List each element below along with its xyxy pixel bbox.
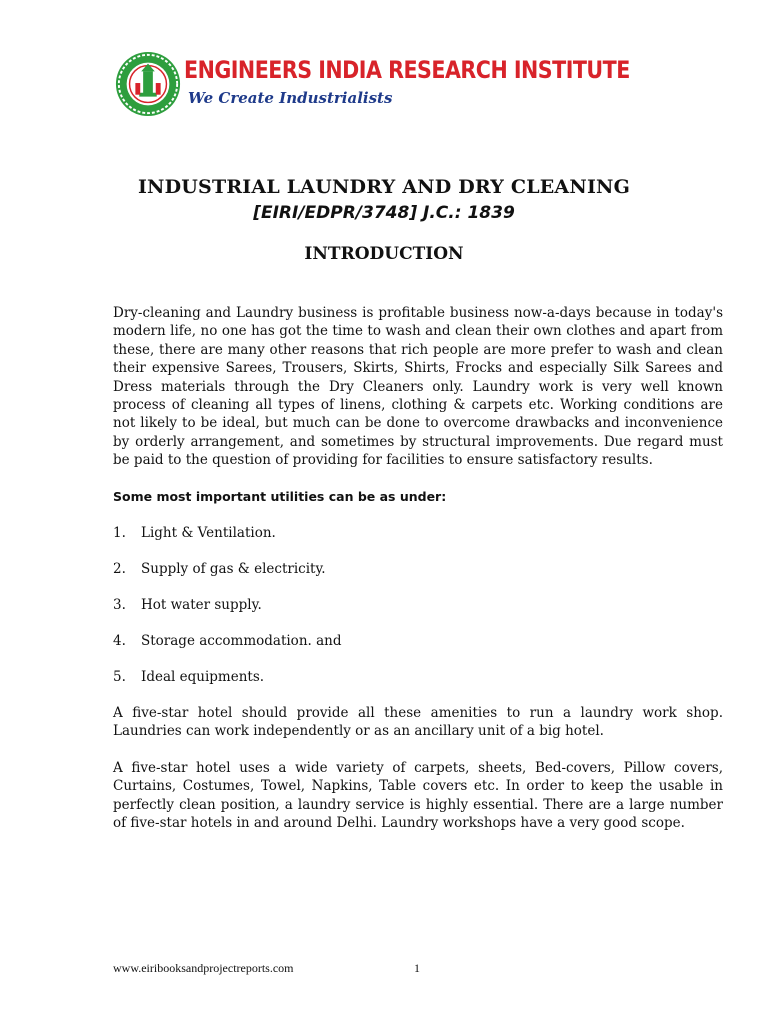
list-item [113, 668, 723, 704]
organization-tagline: We Create Industrialists [188, 89, 393, 107]
document-title: INDUSTRIAL LAUNDRY AND DRY CLEANING [137, 176, 631, 198]
list-item-text: Supply of gas & electricity. [141, 561, 326, 578]
utilities-heading: Some most important utilities can be as under: [113, 488, 447, 504]
list-item-text: Hot water supply. [141, 597, 262, 614]
list-item-text: Storage accommodation. and [141, 633, 342, 650]
footer-url[interactable]: www.eiribooksandprojectreports.com [113, 961, 294, 975]
list-item [113, 524, 723, 560]
section-heading: INTRODUCTION [304, 244, 464, 264]
institute-seal-icon [114, 50, 182, 118]
list-item [113, 632, 723, 668]
list-item-text: Ideal equipments. [141, 669, 265, 686]
document-body [113, 304, 723, 833]
list-item-number: 4. [113, 633, 126, 650]
utilities-list [113, 524, 723, 704]
scope-paragraph: A five-star hotel uses a wide variety of carpets, sheets, Bed-covers, Pillow covers, Curtains, Costumes, Towel, Napkins, Table covers etc. In order to keep the usable in perfectly clean position, a laundry service is highly essential. There are a large number of five-star hotels in and around Delhi. Laundry workshops have a very good scope. [113, 759, 723, 832]
list-item [113, 560, 723, 596]
list-item-number: 2. [113, 561, 126, 578]
page-number: 1 [414, 961, 420, 975]
list-item-number: 1. [113, 525, 126, 542]
organization-name: ENGINEERS INDIA RESEARCH INSTITUTE [184, 56, 630, 84]
list-item-number: 5. [113, 669, 126, 686]
company-logo [114, 48, 630, 122]
list-item-number: 3. [113, 597, 126, 614]
intro-paragraph: Dry-cleaning and Laundry business is profitable business now-a-days because in today's modern life, no one has got the time to wash and clean their own clothes and apart from these, there are many other reasons that rich people are more prefer to wash and clean their expensive Sarees, Trousers, Skirts, Shirts, Frocks and especially Silk Sarees and Dress materials through the Dry Cleaners only. Laundry work is very well known process of cleaning all types of linens, clothing & carpets etc. Working conditions are not likely to be ideal, but much can be done to overcome drawbacks and inconvenience by orderly arrangement, and sometimes by structural improvements. Due regard must be paid to the question of providing for facilities to ensure satisfactory results. [113, 305, 723, 469]
hotel-paragraph: A five-star hotel should provide all these amenities to run a laundry work shop. Laundries can work independently or as an ancillary unit of a big hotel. [113, 705, 723, 740]
document-reference: [EIRI/EDPR/3748] J.C.: 1839 [253, 203, 515, 223]
list-item [113, 596, 723, 632]
list-item-text: Light & Ventilation. [141, 525, 276, 542]
